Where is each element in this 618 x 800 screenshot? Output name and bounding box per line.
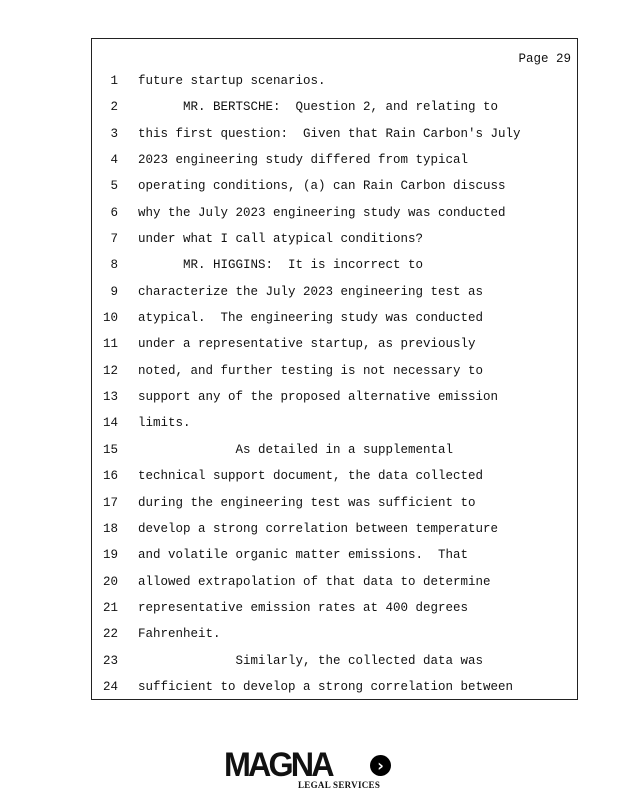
line-number: 18: [102, 521, 118, 536]
transcript-line: [92, 153, 577, 179]
line-text: atypical. The engineering study was conducted: [138, 311, 484, 326]
line-number: 12: [102, 363, 118, 378]
line-text: characterize the July 2023 engineering test as: [138, 284, 484, 299]
magna-logo: [224, 748, 399, 792]
transcript-line: [92, 127, 577, 153]
transcript-line: [92, 601, 577, 627]
transcript-line: [92, 522, 577, 548]
line-text: limits.: [138, 416, 191, 431]
transcript-line: [92, 337, 577, 363]
line-text: allowed extrapolation of that data to determine: [138, 574, 491, 589]
transcript-line: [92, 654, 577, 680]
line-number: 20: [102, 574, 118, 589]
line-number: 7: [110, 232, 118, 247]
line-text: Fahrenheit.: [138, 627, 221, 642]
transcript-page: [91, 38, 578, 700]
line-text: during the engineering test was sufficient to: [138, 495, 476, 510]
transcript-line: [92, 258, 577, 284]
logo-wordmark: MAGNA: [224, 746, 332, 784]
transcript-line: [92, 74, 577, 100]
line-number: 13: [102, 390, 118, 405]
line-number: 24: [102, 679, 118, 694]
line-number: 3: [110, 126, 118, 141]
chevron-right-icon: ›: [370, 755, 391, 776]
line-number: 2: [110, 100, 118, 115]
transcript-line: [92, 627, 577, 653]
line-number: 23: [102, 653, 118, 668]
transcript-line: [92, 311, 577, 337]
logo-subtitle: LEGAL SERVICES: [298, 780, 381, 790]
line-text: 2023 engineering study differed from typical: [138, 153, 469, 168]
line-number: 4: [110, 153, 118, 168]
transcript-line: [92, 496, 577, 522]
transcript-lines: [92, 74, 577, 706]
line-text: future startup scenarios.: [138, 74, 326, 88]
line-number: 16: [102, 469, 118, 484]
transcript-line: [92, 100, 577, 126]
line-text: As detailed in a supplemental: [138, 442, 454, 457]
transcript-line: [92, 575, 577, 601]
line-number: 9: [110, 284, 118, 299]
transcript-line: [92, 416, 577, 442]
line-text: technical support document, the data collected: [138, 469, 484, 484]
transcript-line: [92, 232, 577, 258]
line-number: 17: [102, 495, 118, 510]
line-text: noted, and further testing is not necessary to: [138, 363, 484, 378]
transcript-line: [92, 443, 577, 469]
line-text: this first question: Given that Rain Carbon's July: [138, 126, 521, 141]
line-text: and volatile organic matter emissions. That: [138, 548, 469, 563]
transcript-line: [92, 548, 577, 574]
line-number: 21: [102, 600, 118, 615]
line-number: 19: [102, 548, 118, 563]
transcript-line: [92, 179, 577, 205]
line-text: support any of the proposed alternative emission: [138, 390, 499, 405]
transcript-line: [92, 390, 577, 416]
line-text: Similarly, the collected data was: [138, 653, 484, 668]
transcript-line: [92, 469, 577, 495]
transcript-line: [92, 206, 577, 232]
line-number: 6: [110, 205, 118, 220]
line-number: 1: [110, 74, 118, 88]
line-number: 22: [102, 627, 118, 642]
line-number: 8: [110, 258, 118, 273]
line-number: 15: [102, 442, 118, 457]
line-text: operating conditions, (a) can Rain Carbon discuss: [138, 179, 506, 194]
line-text: MR. BERTSCHE: Question 2, and relating to: [138, 100, 499, 115]
page-number: Page 29: [518, 52, 571, 66]
line-text: under what I call atypical conditions?: [138, 232, 424, 247]
line-text: MR. HIGGINS: It is incorrect to: [138, 258, 424, 273]
line-text: under a representative startup, as previously: [138, 337, 476, 352]
line-number: 10: [102, 311, 118, 326]
line-number: 11: [102, 337, 118, 352]
line-text: why the July 2023 engineering study was conducted: [138, 205, 506, 220]
line-text: sufficient to develop a strong correlation between: [138, 679, 514, 694]
transcript-line: [92, 364, 577, 390]
transcript-line: [92, 680, 577, 706]
line-number: 5: [110, 179, 118, 194]
transcript-line: [92, 285, 577, 311]
line-text: representative emission rates at 400 degrees: [138, 600, 469, 615]
line-text: develop a strong correlation between temperature: [138, 521, 499, 536]
line-number: 14: [102, 416, 118, 431]
